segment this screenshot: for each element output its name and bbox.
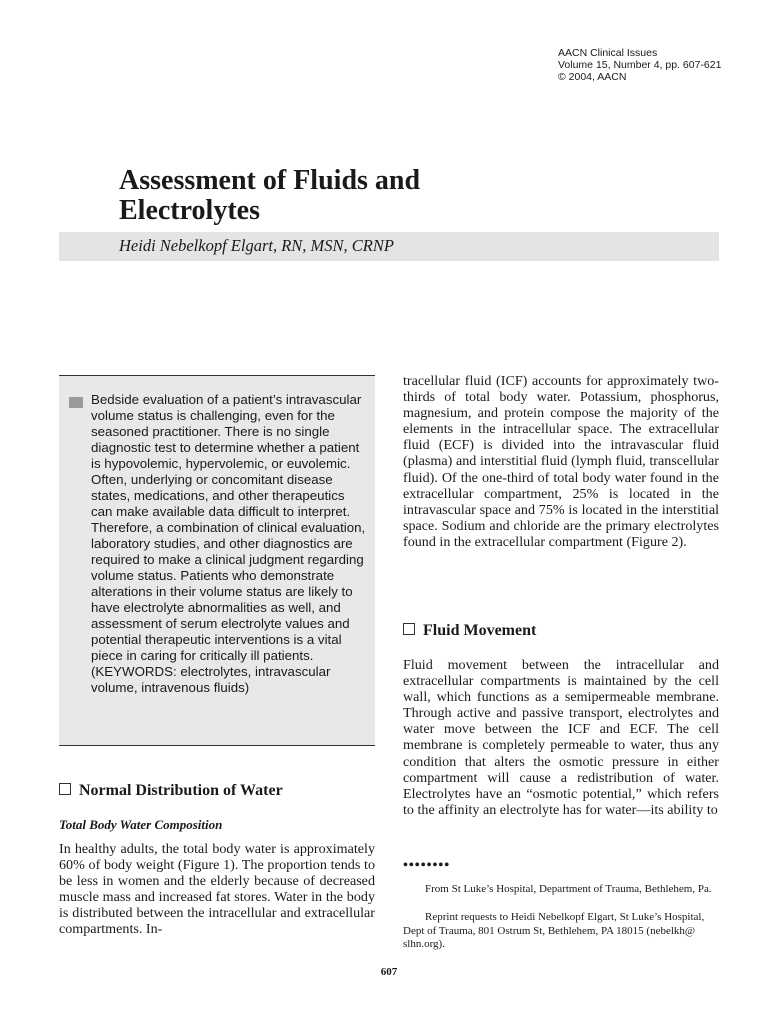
article-title-line1: Assessment of Fluids and [119, 165, 421, 196]
page-number: 607 [380, 966, 398, 978]
journal-volume: Volume 15, Number 4, pp. 607-621 [558, 59, 722, 71]
abstract-marker-icon [69, 397, 83, 408]
journal-citation [558, 47, 721, 83]
journal-copyright: © 2004, AACN [558, 71, 627, 83]
footnote-divider: •••••••• [403, 858, 451, 873]
section-box-icon [59, 783, 71, 795]
section-heading-text: Normal Distribution of Water [79, 782, 283, 799]
author-byline: Heidi Nebelkopf Elgart, RN, MSN, CRNP [119, 236, 394, 255]
footnote-affiliation: From St Luke’s Hospital, Department of Trauma, Bethlehem, Pa. [425, 883, 712, 895]
article-title [119, 166, 420, 226]
section-heading-fluid-movement [403, 622, 536, 640]
subheading-total-body-water: Total Body Water Composition [59, 817, 223, 832]
footnote-reprint: Reprint requests to Heidi Nebelkopf Elgart, St Luke’s Hospital, Dept of Trauma, 801 Ostrum St, Bethlehem, PA 18015 (nebelkh@ slhn.org). [403, 911, 705, 950]
section-heading-text: Fluid Movement [423, 622, 537, 639]
journal-name: AACN Clinical Issues [558, 47, 658, 59]
section-heading-normal-distribution [59, 782, 283, 800]
section-box-icon [403, 623, 415, 635]
abstract-box [59, 375, 375, 746]
body-paragraph-right-2: Fluid movement between the intracellular and extracellular compartments is maintained by the cell wall, which functions as a semipermeable membrane. Through active and passive transport, electrolytes and water move between the ICF and ECF. The cell membrane is completely permeable to water, thus any condition that alters the osmotic pressure in either compartment will cause a redistribution of water. Electrolytes have an “osmotic potential,” which refers to the affinity an electrolyte has for water—its ability to [403, 657, 719, 818]
article-title-line2: Electrolytes [119, 195, 260, 226]
body-paragraph-left: In healthy adults, the total body water is approximately 60% of body weight (Figure 1). The proportion tends to be less in women and the elderly because of decreased muscle mass and increased fat stores. Water in the body is distributed between the intracellular and extracellular compartments. In- [59, 841, 375, 938]
body-paragraph-right-1: tracellular fluid (ICF) accounts for approximately two-thirds of total body water. Potassium, phosphorus, magnesium, and protein compose the majority of the elements in the intracellular space. The extracellular fluid (ECF) is divided into the intravascular fluid (plasma) and interstitial fluid (lymph fluid, transcellular fluid). Of the one-third of total body water found in the extracellular compartment, 25% is located in the intravascular space and 75% is located in the interstitial space. Sodium and chloride are the primary electrolytes found in the extracellular compartment (Figure 2). [403, 373, 719, 550]
abstract-text: Bedside evaluation of a patient’s intravascular volume status is challenging, even for the seasoned practitioner. There is no single diagnostic test to determine whether a patient is hypovolemic, hypervolemic, or euvolemic. Often, underlying or concomitant disease states, medications, and other therapeutics can make available data difficult to interpret. Therefore, a combination of clinical evaluation, laboratory studies, and other diagnostics are required to make a clinical judgment regarding volume status. Patients who demonstrate alterations in their volume status are likely to have electrolyte abnormalities as well, and assessment of serum electrolyte values and potential therapeutic interventions is a vital piece in caring for critically ill patients. (KEYWORDS: electrolytes, intravascular volume, intravenous fluids) [91, 392, 366, 695]
author-band [59, 232, 719, 261]
